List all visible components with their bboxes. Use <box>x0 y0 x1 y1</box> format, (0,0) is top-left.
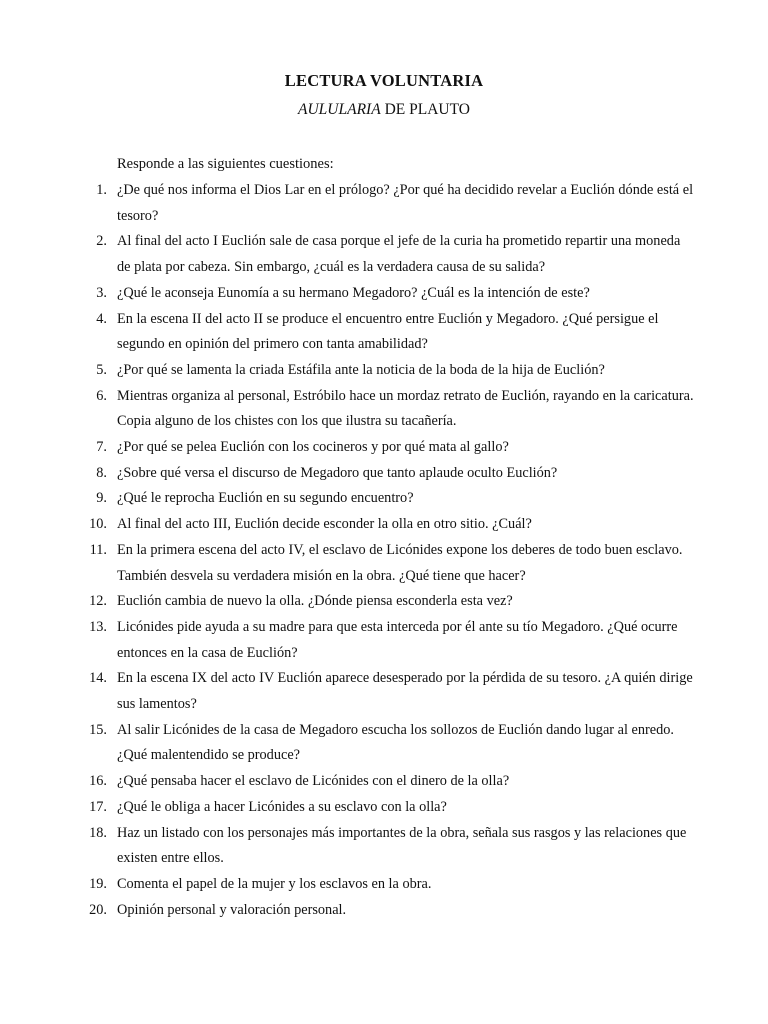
question-list <box>0 178 768 923</box>
question-number: 2. <box>96 233 107 250</box>
question-number: 6. <box>96 387 107 404</box>
question-number: 20. <box>89 901 107 918</box>
question-number: 14. <box>89 670 107 687</box>
question-text: Al final del acto III, Euclión decide esconder la olla en otro sitio. ¿Cuál? <box>117 516 532 533</box>
question-text: Euclión cambia de nuevo la olla. ¿Dónde piensa esconderla esta vez? <box>117 593 513 610</box>
question-number: 12. <box>89 593 107 610</box>
question-item <box>0 821 697 872</box>
question-text: ¿Qué le obliga a hacer Licónides a su esclavo con la olla? <box>117 798 447 815</box>
question-item <box>0 384 697 435</box>
question-text: En la primera escena del acto IV, el esclavo de Licónides expone los deberes de todo buen esclavo. También desvela su verdadera misión en la obra. ¿Qué tiene que hacer? <box>117 541 683 584</box>
question-item <box>0 666 697 717</box>
document-title: LECTURA VOLUNTARIA <box>284 71 484 90</box>
question-item <box>0 769 697 795</box>
subtitle-author: DE PLAUTO <box>380 101 470 118</box>
question-text: Al final del acto I Euclión sale de casa porque el jefe de la curia ha prometido repartir una moneda de plata por cabeza. Sin embargo, ¿cuál es la verdadera causa de su salida? <box>117 233 681 276</box>
question-item <box>0 461 697 487</box>
question-text: Comenta el papel de la mujer y los esclavos en la obra. <box>117 875 432 892</box>
question-text: ¿De qué nos informa el Dios Lar en el prólogo? ¿Por qué ha decidido revelar a Euclión dónde está el tesoro? <box>117 182 694 224</box>
question-number: 5. <box>96 361 107 378</box>
question-number: 17. <box>89 798 107 815</box>
question-text: ¿Qué pensaba hacer el esclavo de Licónides con el dinero de la olla? <box>117 773 510 790</box>
question-text: En la escena IX del acto IV Euclión aparece desesperado por la pérdida de su tesoro. ¿A quién dirige sus lamentos? <box>117 670 693 713</box>
question-number: 15. <box>89 721 107 738</box>
question-item <box>0 872 697 898</box>
question-item <box>0 538 697 589</box>
question-text: Licónides pide ayuda a su madre para que esta interceda por él ante su tío Megadoro. ¿Qué ocurre entonces en la casa de Euclión? <box>117 618 678 661</box>
question-number: 10. <box>89 516 107 533</box>
question-text: ¿Sobre qué versa el discurso de Megadoro que tanto aplaude oculto Euclión? <box>117 464 558 481</box>
work-title: AULULARIA <box>298 101 381 118</box>
question-item <box>0 307 697 358</box>
question-item <box>0 615 697 666</box>
question-text: ¿Qué le aconseja Eunomía a su hermano Megadoro? ¿Cuál es la intención de este? <box>117 284 590 301</box>
question-number: 18. <box>89 824 107 841</box>
question-number: 13. <box>89 618 107 635</box>
question-number: 7. <box>96 439 107 456</box>
question-number: 9. <box>96 490 107 507</box>
question-item <box>0 229 697 280</box>
question-number: 1. <box>96 182 107 198</box>
question-item <box>0 486 697 512</box>
question-text: ¿Por qué se pelea Euclión con los cocineros y por qué mata al gallo? <box>117 439 509 456</box>
question-number: 19. <box>89 875 107 892</box>
question-text: ¿Qué le reprocha Euclión en su segundo encuentro? <box>117 490 414 507</box>
question-text: ¿Por qué se lamenta la criada Estáfila ante la noticia de la boda de la hija de Euclión? <box>117 361 605 378</box>
question-item <box>0 512 697 538</box>
question-item <box>0 718 697 769</box>
question-number: 3. <box>96 284 107 301</box>
question-text: En la escena II del acto II se produce el encuentro entre Euclión y Megadoro. ¿Qué persigue el segundo en opinión del primero con tanta amabilidad? <box>117 310 659 353</box>
question-text: Opinión personal y valoración personal. <box>117 901 347 918</box>
question-text: Haz un listado con los personajes más importantes de la obra, señala sus rasgos y las relaciones que existen entre ellos. <box>117 824 687 867</box>
instructions: Responde a las siguientes cuestiones: <box>117 156 334 172</box>
question-number: 8. <box>96 464 107 481</box>
question-item <box>0 898 697 924</box>
document-subtitle <box>0 101 768 119</box>
question-text: Mientras organiza al personal, Estróbilo hace un mordaz retrato de Euclión, rayando en la caricatura. Copia alguno de los chistes con los que ilustra su tacañería. <box>117 387 694 430</box>
question-item <box>0 589 697 615</box>
question-number: 11. <box>89 541 107 558</box>
question-item <box>0 435 697 461</box>
question-number: 4. <box>96 310 107 327</box>
question-item <box>0 178 697 229</box>
question-item <box>0 795 697 821</box>
question-text: Al salir Licónides de la casa de Megadoro escucha los sollozos de Euclión dando lugar al enredo. ¿Qué malentendido se produce? <box>117 721 674 764</box>
question-number: 16. <box>89 773 107 790</box>
question-item <box>0 358 697 384</box>
question-item <box>0 281 697 307</box>
